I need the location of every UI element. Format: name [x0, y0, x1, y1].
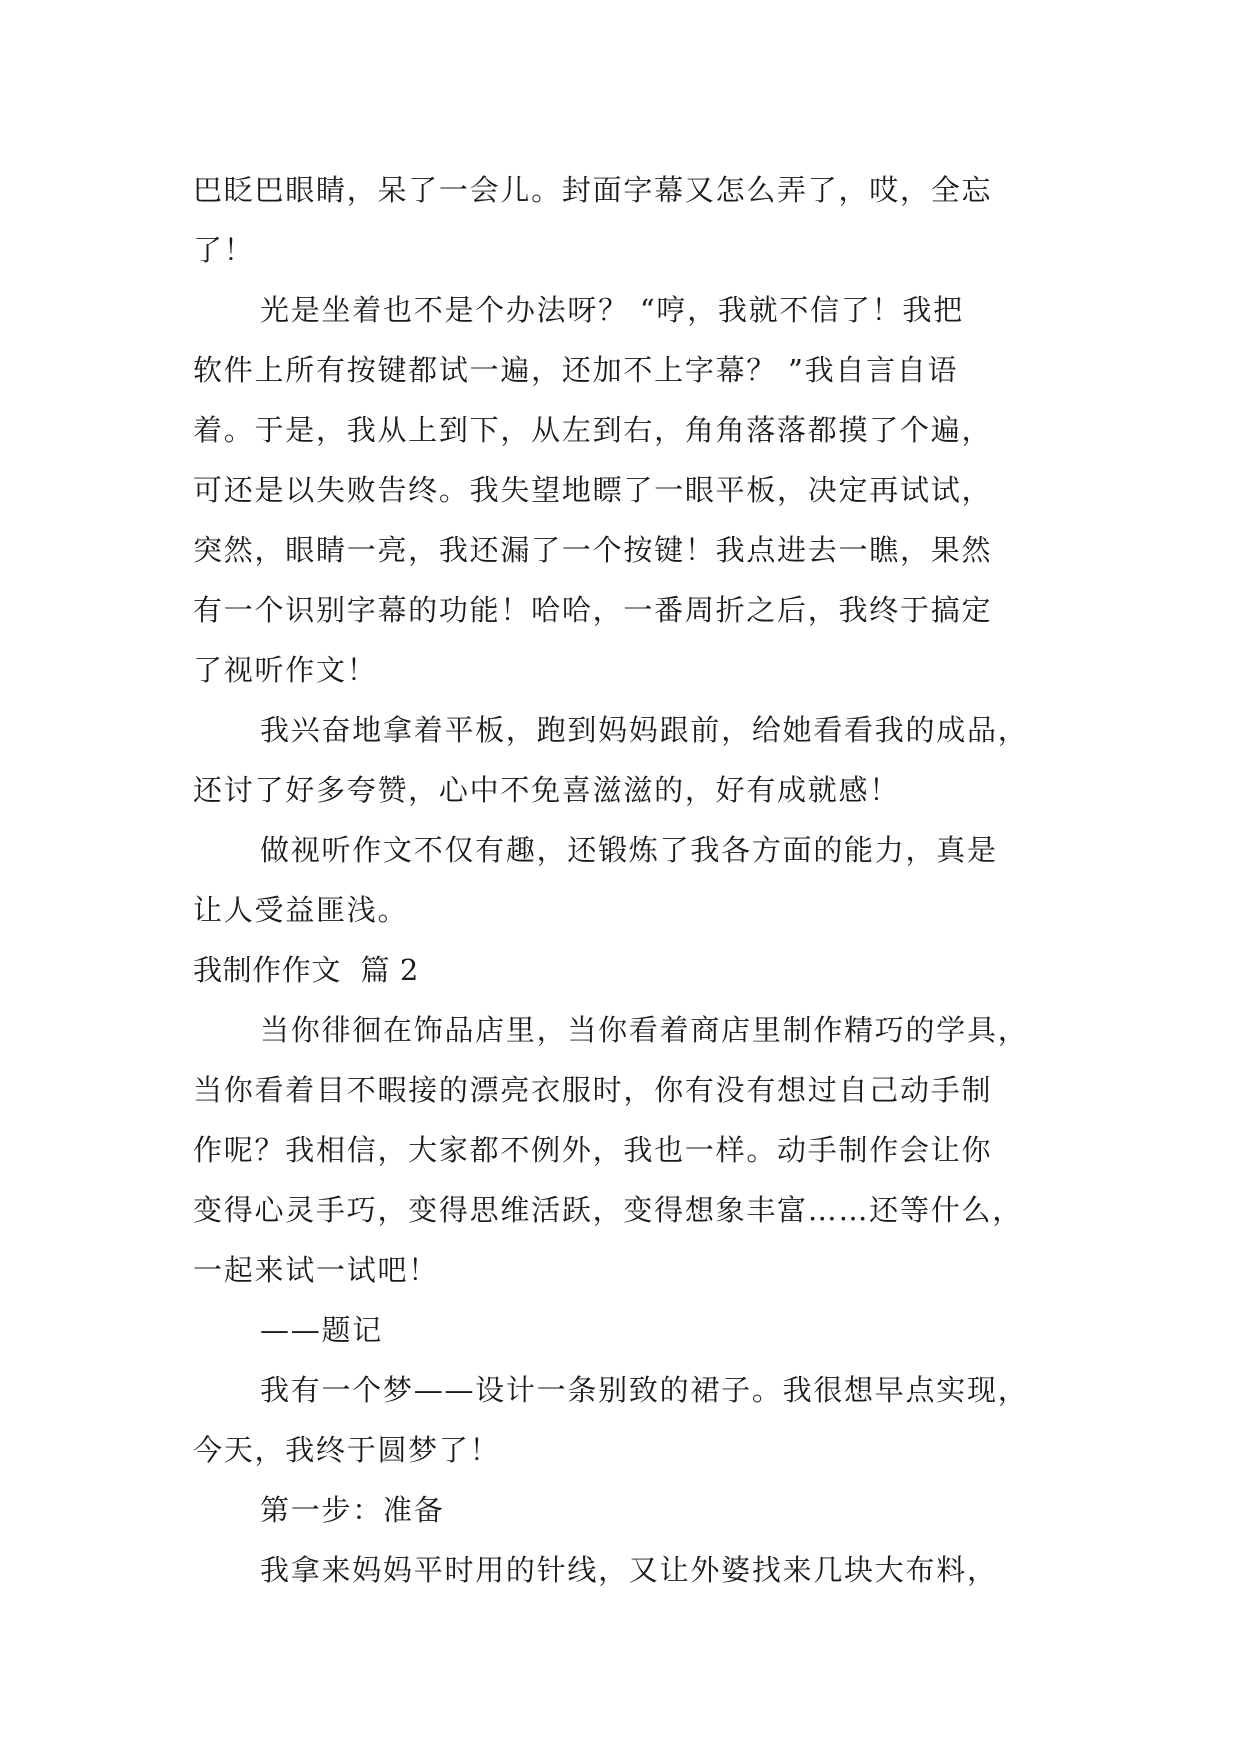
paragraph-line: 我有一个梦——设计一条别致的裙子。我很想早点实现， — [260, 1373, 1029, 1407]
text-line: 变得心灵手巧，变得思维活跃，变得想象丰富……还等什么， — [193, 1193, 1023, 1227]
text-line: 今天，我终于圆梦了！ — [193, 1433, 501, 1467]
text-line: 软件上所有按键都试一遍，还加不上字幕？ ”我自言自语 — [193, 353, 959, 387]
epigraph-attribution: ——题记 — [260, 1313, 383, 1347]
section-heading: 我制作作文 篇 2 — [193, 953, 419, 987]
text-line: 当你看着目不暇接的漂亮衣服时，你有没有想过自己动手制 — [193, 1073, 993, 1107]
paragraph-line: 做视听作文不仅有趣，还锻炼了我各方面的能力，真是 — [260, 833, 998, 867]
paragraph-line: 当你徘徊在饰品店里，当你看着商店里制作精巧的学具， — [260, 1013, 1029, 1047]
paragraph-line: 光是坐着也不是个办法呀？ “哼，我就不信了！我把 — [260, 293, 964, 327]
text-line: 了！ — [193, 233, 255, 267]
paragraph-line: 我拿来妈妈平时用的针线，又让外婆找来几块大布料， — [260, 1553, 998, 1587]
step-heading: 第一步：准备 — [260, 1493, 445, 1527]
text-line: 巴眨巴眼睛，呆了一会儿。封面字幕又怎么弄了，哎，全忘 — [193, 173, 993, 207]
text-line: 还讨了好多夸赞，心中不免喜滋滋的，好有成就感！ — [193, 773, 901, 807]
text-line: 让人受益匪浅。 — [193, 893, 409, 927]
text-line: 了视听作文！ — [193, 653, 378, 687]
essay-body — [193, 160, 1053, 1600]
paragraph-line: 我兴奋地拿着平板，跑到妈妈跟前，给她看看我的成品， — [260, 713, 1029, 747]
text-line: 一起来试一试吧！ — [193, 1253, 439, 1287]
text-line: 突然，眼睛一亮，我还漏了一个按键！我点进去一瞧，果然 — [193, 533, 993, 567]
text-line: 着。于是，我从上到下，从左到右，角角落落都摸了个遍， — [193, 413, 993, 447]
text-line: 可还是以失败告终。我失望地瞟了一眼平板，决定再试试， — [193, 473, 993, 507]
text-line: 作呢？我相信，大家都不例外，我也一样。动手制作会让你 — [193, 1133, 993, 1167]
text-line: 有一个识别字幕的功能！哈哈，一番周折之后，我终于搞定 — [193, 593, 993, 627]
